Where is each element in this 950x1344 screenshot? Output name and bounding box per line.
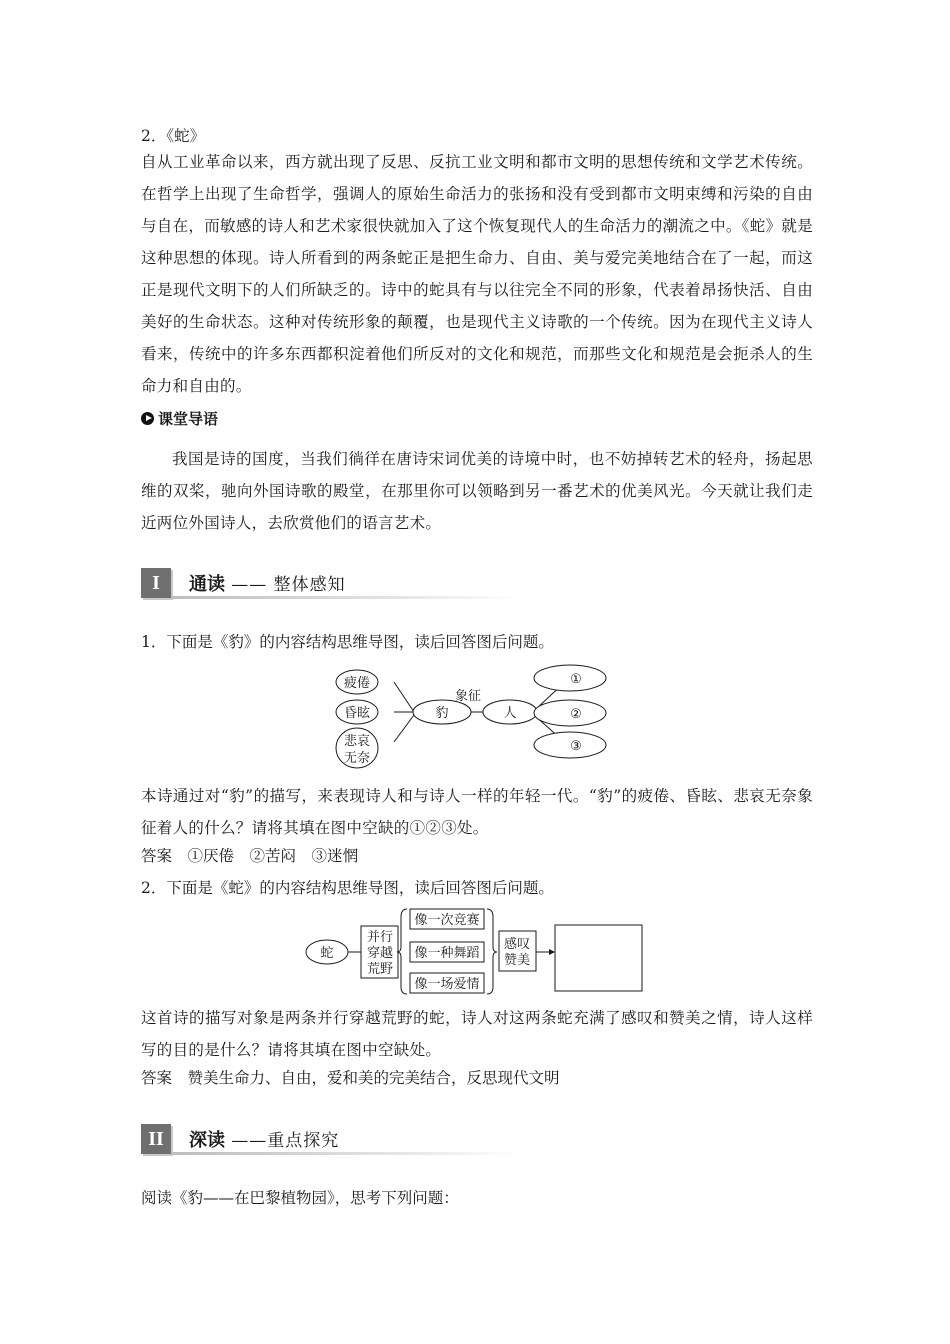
map2-box1-line1: 并行 (366, 930, 394, 945)
map2-box2-line1: 感叹 (503, 937, 531, 952)
part-two-title (189, 1126, 339, 1152)
map-link-1 (394, 682, 414, 712)
answer-label: 答案 (141, 1069, 173, 1087)
question-one-text: 本诗通过对“豹”的描写，来表现诗人和与诗人一样的年轻一代。“豹”的疲倦、昏眩、悲哀无奈象征着人的什么？请将其填在图中空缺的①②③处。 (141, 787, 813, 837)
map-label-tired: 疲倦 (343, 676, 371, 691)
answer-text: 赞美生命力、自由，爱和美的完美结合，反思现代文明 (187, 1069, 560, 1087)
question-one-answer (141, 844, 358, 868)
map-label-leopard: 豹 (435, 706, 449, 721)
answer-label: 答案 (141, 847, 173, 865)
part-two-header (141, 1124, 521, 1158)
section-heading-snake: 2．《蛇》 (141, 127, 206, 145)
map-label-sad-1: 悲哀 (343, 734, 371, 749)
map2-box1-line2: 穿越 (366, 946, 394, 961)
map-link-3 (394, 715, 414, 742)
part-one-subtitle: —— 整体感知 (231, 575, 346, 595)
map-label-blank-3: ③ (570, 739, 582, 754)
snake-commentary-paragraph: 自从工业革命以来，西方就出现了反思、反抗工业文明和都市文明的思想传统和文学艺术传统。在哲学上出现了生命哲学，强调人的原始生命活力的张扬和没有受到都市文明束缚和污染的自由与自在，而敏感的诗人和艺术家很快就加入了这个恢复现代人的生命活力的潮流之中。《蛇》就是这种思想的体现。诗人所看到的两条蛇正是把生命力、自由、美与爱完美地结合在了一起，而这正是现代文明下的人们所缺乏的。诗中的蛇具有与以往完全不同的形象，代表着昂扬快活、自由美好的生命状态。这种对传统形象的颠覆，也是现代主义诗歌的一个传统。因为在现代主义诗人看来，传统中的许多东西都积淀着他们所反对的文化和规范，而那些文化和规范是会扼杀人的生命力和自由的。 (141, 153, 813, 395)
question-two-text: 这首诗的描写对象是两条并行穿越荒野的蛇，诗人对这两条蛇充满了感叹和赞美之情，诗人这样写的目的是什么？请将其填在图中空缺处。 (141, 1009, 813, 1059)
part-two-rule (171, 1152, 521, 1155)
part-two-title-main: 深读 (189, 1130, 225, 1151)
part-one-header (141, 568, 521, 602)
map2-right-brace (487, 909, 497, 994)
map2-label-race: 像一次竞赛 (414, 913, 480, 928)
answer-text: ①厌倦 ②苦闷 ③迷惘 (187, 847, 359, 865)
part-one-title-main: 通读 (189, 574, 225, 595)
play-circle-icon (141, 412, 154, 425)
map2-box1-line3: 荒野 (366, 962, 394, 977)
snake-mind-map (300, 905, 650, 1000)
map-label-person: 人 (503, 706, 517, 721)
reading-prompt: 阅读《豹——在巴黎植物园》，思考下列问题： (141, 1189, 459, 1207)
intro-label-text: 课堂导语 (158, 410, 219, 428)
map-label-sad-2: 无奈 (343, 751, 371, 766)
map-label-blank-1: ① (570, 672, 582, 687)
intro-section-label (141, 408, 218, 429)
map2-label-love: 像一场爱情 (414, 977, 480, 992)
map-label-dizzy: 昏眩 (343, 706, 371, 721)
map-label-symbolize: 象征 (454, 689, 482, 704)
question-two-answer (141, 1066, 560, 1090)
map2-left-brace (397, 909, 407, 994)
map-label-blank-2: ② (570, 707, 582, 722)
map2-blank-box (555, 925, 642, 991)
part-two-numeral: II (141, 1124, 171, 1154)
intro-paragraph: 我国是诗的国度，当我们徜徉在唐诗宋词优美的诗境中时，也不妨掉转艺术的轻舟，扬起思维的双桨，驰向外国诗歌的殿堂，在那里你可以领略到另一番艺术的优美风光。今天就让我们走近两位外国诗人，去欣赏他们的语言艺术。 (141, 450, 813, 532)
part-one-numeral: I (141, 568, 171, 598)
leopard-mind-map (320, 660, 620, 775)
part-one-title (189, 570, 346, 596)
question-two-prompt: 2．下面是《蛇》的内容结构思维导图，读后回答图后问题。 (141, 879, 554, 897)
question-one-prompt: 1．下面是《豹》的内容结构思维导图，读后回答图后问题。 (141, 633, 554, 651)
part-two-subtitle: ——重点探究 (231, 1131, 340, 1151)
map2-label-snake: 蛇 (320, 946, 334, 961)
map2-label-dance: 像一种舞蹈 (414, 946, 480, 961)
map2-box2-line2: 赞美 (503, 953, 531, 968)
part-one-rule (171, 596, 521, 599)
